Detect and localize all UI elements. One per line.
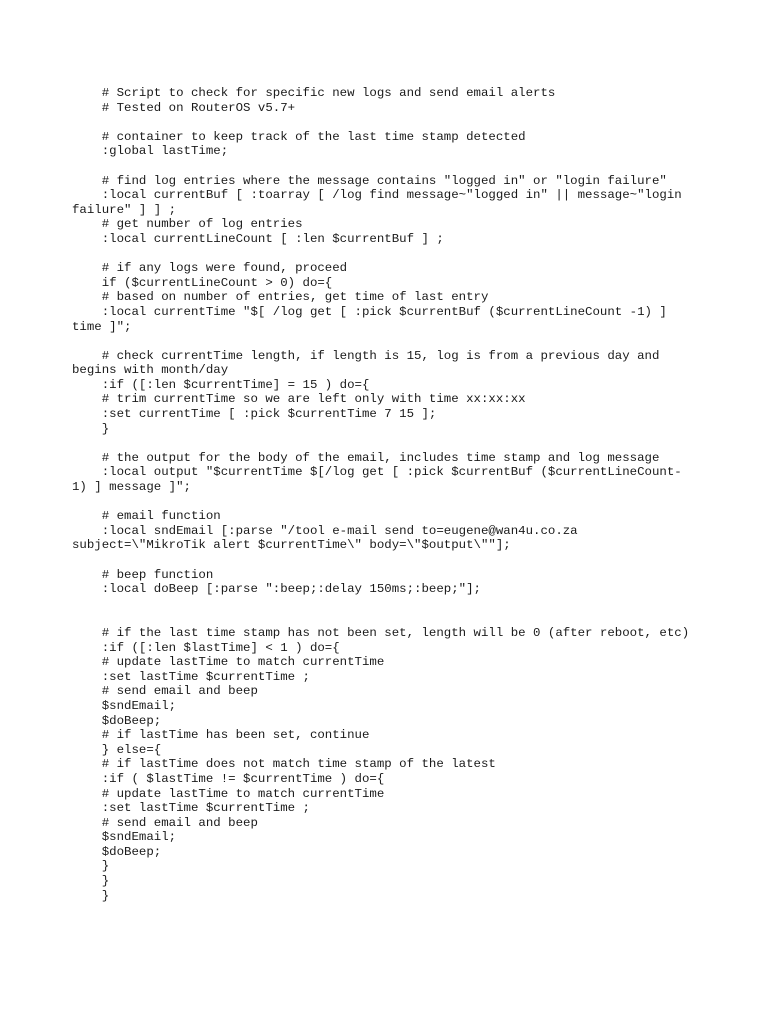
code-line: # beep function xyxy=(72,567,214,582)
code-line xyxy=(72,495,696,510)
code-line xyxy=(72,436,696,451)
code-line: # send email and beep xyxy=(72,815,258,830)
code-line: :global lastTime; xyxy=(72,144,229,159)
code-line: if ($currentLineCount > 0) do={ xyxy=(72,275,333,290)
code-line: # if any logs were found, proceed xyxy=(72,261,348,276)
code-line: # if the last time stamp has not been set, length will be 0 (after reboot, etc) xyxy=(72,625,690,640)
code-line xyxy=(72,159,696,174)
code-line: # check currentTime length, if length is 15, log is from a previous day and xyxy=(72,348,660,363)
code-line: :if ([:len $currentTime] = 15 ) do={ xyxy=(72,377,370,392)
code-line: 1) ] message ]"; xyxy=(72,480,191,495)
code-line: } else={ xyxy=(72,742,162,757)
code-line: } xyxy=(72,859,110,874)
code-line: } xyxy=(72,888,110,903)
code-line: $doBeep; xyxy=(72,713,162,728)
script-code-block xyxy=(72,86,696,903)
code-line: $doBeep; xyxy=(72,844,162,859)
code-line: # Tested on RouterOS v5.7+ xyxy=(72,100,296,115)
code-line: # based on number of entries, get time of last entry xyxy=(72,290,489,305)
code-line xyxy=(72,334,696,349)
code-line xyxy=(72,553,696,568)
code-line: time ]"; xyxy=(72,319,132,334)
code-line: subject=\"MikroTik alert $currentTime\" body=\"$output\""]; xyxy=(72,538,511,553)
code-line: :local sndEmail [:parse "/tool e-mail send to=eugene@wan4u.co.za xyxy=(72,523,578,538)
code-line: :set currentTime [ :pick $currentTime 7 15 ]; xyxy=(72,407,437,422)
code-line: # get number of log entries xyxy=(72,217,303,232)
code-line: # if lastTime has been set, continue xyxy=(72,728,370,743)
code-line: # email function xyxy=(72,509,221,524)
code-line: failure" ] ] ; xyxy=(72,202,177,217)
code-line: :local doBeep [:parse ":beep;:delay 150ms;:beep;"]; xyxy=(72,582,481,597)
code-line: } xyxy=(72,874,110,889)
code-line: # trim currentTime so we are left only with time xx:xx:xx xyxy=(72,392,526,407)
code-line: # container to keep track of the last time stamp detected xyxy=(72,129,526,144)
code-line: :set lastTime $currentTime ; xyxy=(72,801,310,816)
code-line: # update lastTime to match currentTime xyxy=(72,786,385,801)
code-line: # the output for the body of the email, includes time stamp and log message xyxy=(72,450,660,465)
code-line xyxy=(72,247,696,262)
code-line: :local currentLineCount [ :len $currentBuf ] ; xyxy=(72,231,444,246)
code-line: # Script to check for specific new logs and send email alerts xyxy=(72,86,556,100)
code-line: # update lastTime to match currentTime xyxy=(72,655,385,670)
code-line: $sndEmail; xyxy=(72,830,177,845)
code-line: :set lastTime $currentTime ; xyxy=(72,669,310,684)
code-line: $sndEmail; xyxy=(72,698,177,713)
code-line: # send email and beep xyxy=(72,684,258,699)
code-line: # find log entries where the message contains "logged in" or "login failure" xyxy=(72,173,667,188)
code-line: :if ([:len $lastTime] < 1 ) do={ xyxy=(72,640,340,655)
code-line: :local output "$currentTime $[/log get [ :pick $currentBuf ($currentLineCount- xyxy=(72,465,682,480)
code-line: } xyxy=(72,421,110,436)
code-line: begins with month/day xyxy=(72,363,229,378)
code-line: :if ( $lastTime != $currentTime ) do={ xyxy=(72,771,385,786)
code-line: # if lastTime does not match time stamp of the latest xyxy=(72,757,496,772)
code-line: :local currentBuf [ :toarray [ /log find message~"logged in" || message~"login xyxy=(72,188,682,203)
code-line xyxy=(72,115,696,130)
code-line xyxy=(72,597,696,612)
code-line xyxy=(72,611,696,626)
code-line: :local currentTime "$[ /log get [ :pick $currentBuf ($currentLineCount -1) ] xyxy=(72,304,667,319)
